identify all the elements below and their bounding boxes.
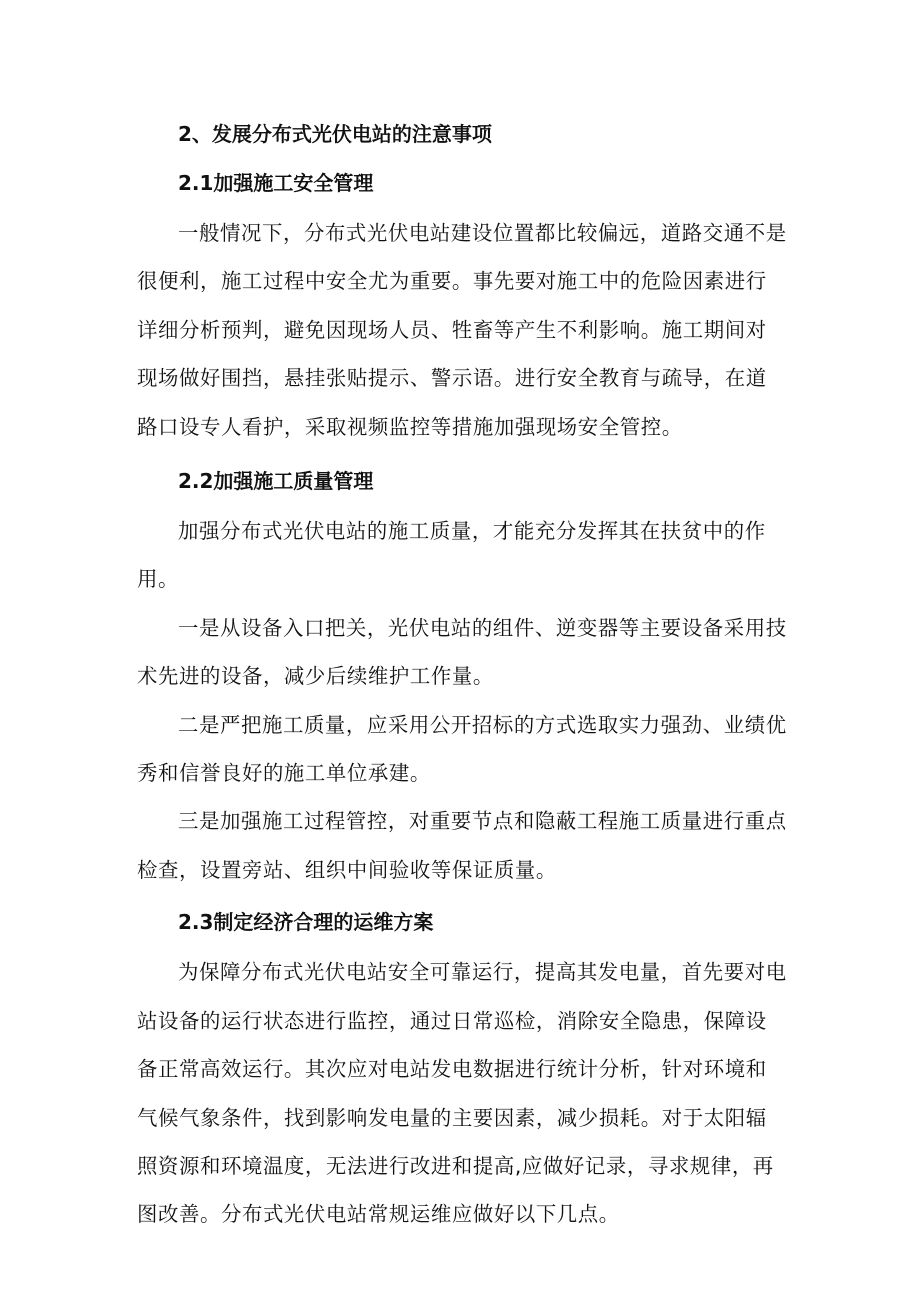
subsection-heading-2-3: 2.3制定经济合理的运维方案 <box>178 910 434 935</box>
section-heading: 2、发展分布式光伏电站的注意事项 <box>178 122 492 146</box>
paragraph-quality-construction: 二是严把施工质量，应采用公开招标的方式选取实力强劲、业绩优秀和信誉良好的施工单位承建。 <box>137 712 787 786</box>
subsection-heading-2-2: 2.2加强施工质量管理 <box>178 469 374 494</box>
paragraph-quality-equipment: 一是从设备入口把关，光伏电站的组件、逆变器等主要设备采用技术先进的设备，减少后续维护工作量。 <box>137 615 787 689</box>
subsection-heading-2-1: 2.1加强施工安全管理 <box>178 171 374 195</box>
paragraph-safety: 一般情况下，分布式光伏电站建设位置都比较偏远，道路交通不是很便利，施工过程中安全尤为重要。事先要对施工中的危险因素进行详细分析预判，避免因现场人员、牲畜等产生不利影响。施工期间对现场做好围挡，悬挂张贴提示、警示语。进行安全教育与疏导，在道路口设专人看护，采取视频监控等措施加强现场安全管控。 <box>137 221 787 439</box>
paragraph-operation: 为保障分布式光伏电站安全可靠运行，提高其发电量，首先要对电站设备的运行状态进行监控，通过日常巡检，消除安全隐患，保障设备正常高效运行。其次应对电站发电数据进行统计分析，针对环境和气候气象条件，找到影响发电量的主要因素，减少损耗。对于太阳辐照资源和环境温度，无法进行改进和提高,应做好记录，寻求规律，再图改善。分布式光伏电站常规运维应做好以下几点。 <box>137 960 787 1227</box>
paragraph-quality-process: 三是加强施工过程管控，对重要节点和隐蔽工程施工质量进行重点检查，设置旁站、组织中间验收等保证质量。 <box>137 809 787 882</box>
document-body <box>137 110 787 1239</box>
paragraph-quality-intro: 加强分布式光伏电站的施工质量，才能充分发挥其在扶贫中的作用。 <box>137 519 766 592</box>
